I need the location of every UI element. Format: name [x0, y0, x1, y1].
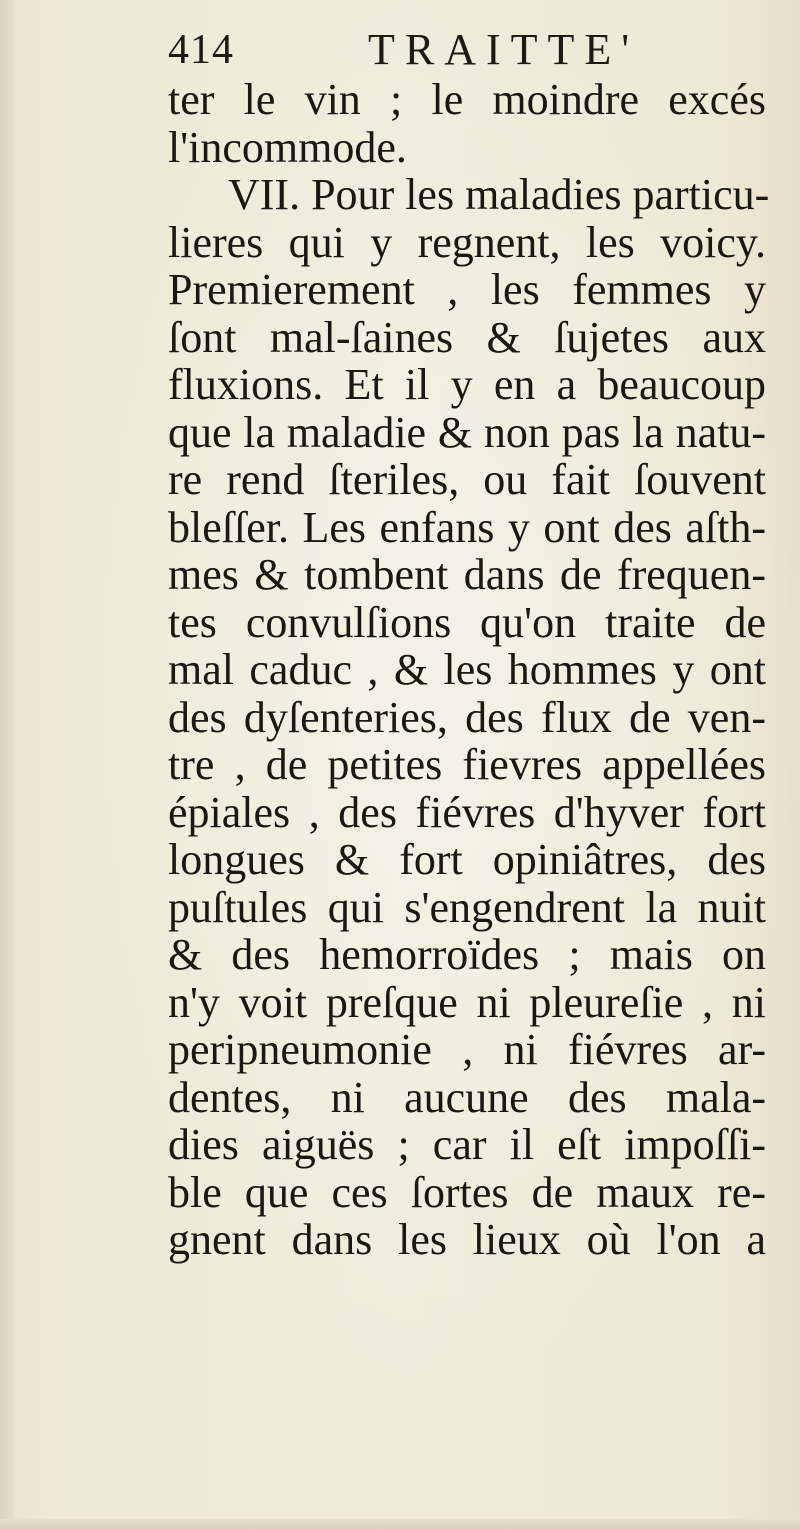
- text-line: épiales , des fiévres d'hyver fort: [168, 787, 766, 837]
- text-line: mes & tombent dans de frequen-: [168, 550, 766, 599]
- text-line: des dyſenteries, des flux de ven-: [168, 692, 766, 742]
- text-line: n'y voit preſque ni pleureſie , ni: [168, 977, 766, 1027]
- text-line: dentes, ni aucune des mala-: [168, 1072, 766, 1122]
- text-line: mal caduc , & les hommes y ont: [168, 645, 766, 694]
- text-line: bleſſer. Les enfans y ont des aſth-: [168, 502, 766, 552]
- text-line: tes convulſions qu'on traite de: [168, 597, 766, 647]
- text-line: puſtules qui s'engendrent la nuit: [168, 882, 766, 932]
- text-line: Premierement , les femmes y: [168, 265, 766, 314]
- text-line: & des hemorroïdes ; mais on: [168, 930, 766, 979]
- text-line: ſont mal-ſaines & ſujetes aux: [168, 312, 766, 362]
- page-gutter-edge: [0, 0, 14, 1529]
- text-line: l'incommode.: [168, 122, 407, 172]
- text-line: longues & fort opiniâtres, des: [168, 835, 766, 884]
- text-line: dies aiguës ; car il eſt impoſſi-: [168, 1120, 766, 1169]
- page-bottom-edge: [0, 1519, 800, 1529]
- text-line: gnent dans les lieux où l'on a: [168, 1215, 766, 1264]
- body-text: [168, 75, 770, 1264]
- text-line: fluxions. Et il y en a beaucoup: [168, 360, 766, 409]
- text-line: ble que ces ſortes de maux re-: [168, 1167, 766, 1217]
- running-title: TRAITTE': [368, 25, 640, 74]
- text-line: re rend ſteriles, ou fait ſouvent: [168, 455, 766, 504]
- text-line: ter le vin ; le moindre excés: [168, 75, 766, 124]
- text-line: tre , de petites fievres appellées: [168, 740, 766, 789]
- text-line: peripneumonie , ni fiévres ar-: [168, 1025, 766, 1074]
- page-number: 414: [168, 27, 234, 73]
- text-line: lieres qui y regnent, les voicy.: [168, 217, 766, 267]
- running-head: [168, 20, 728, 80]
- text-line: VII. Pour les maladies particu-: [228, 170, 770, 219]
- text-line: que la maladie & non pas la natu-: [168, 407, 766, 457]
